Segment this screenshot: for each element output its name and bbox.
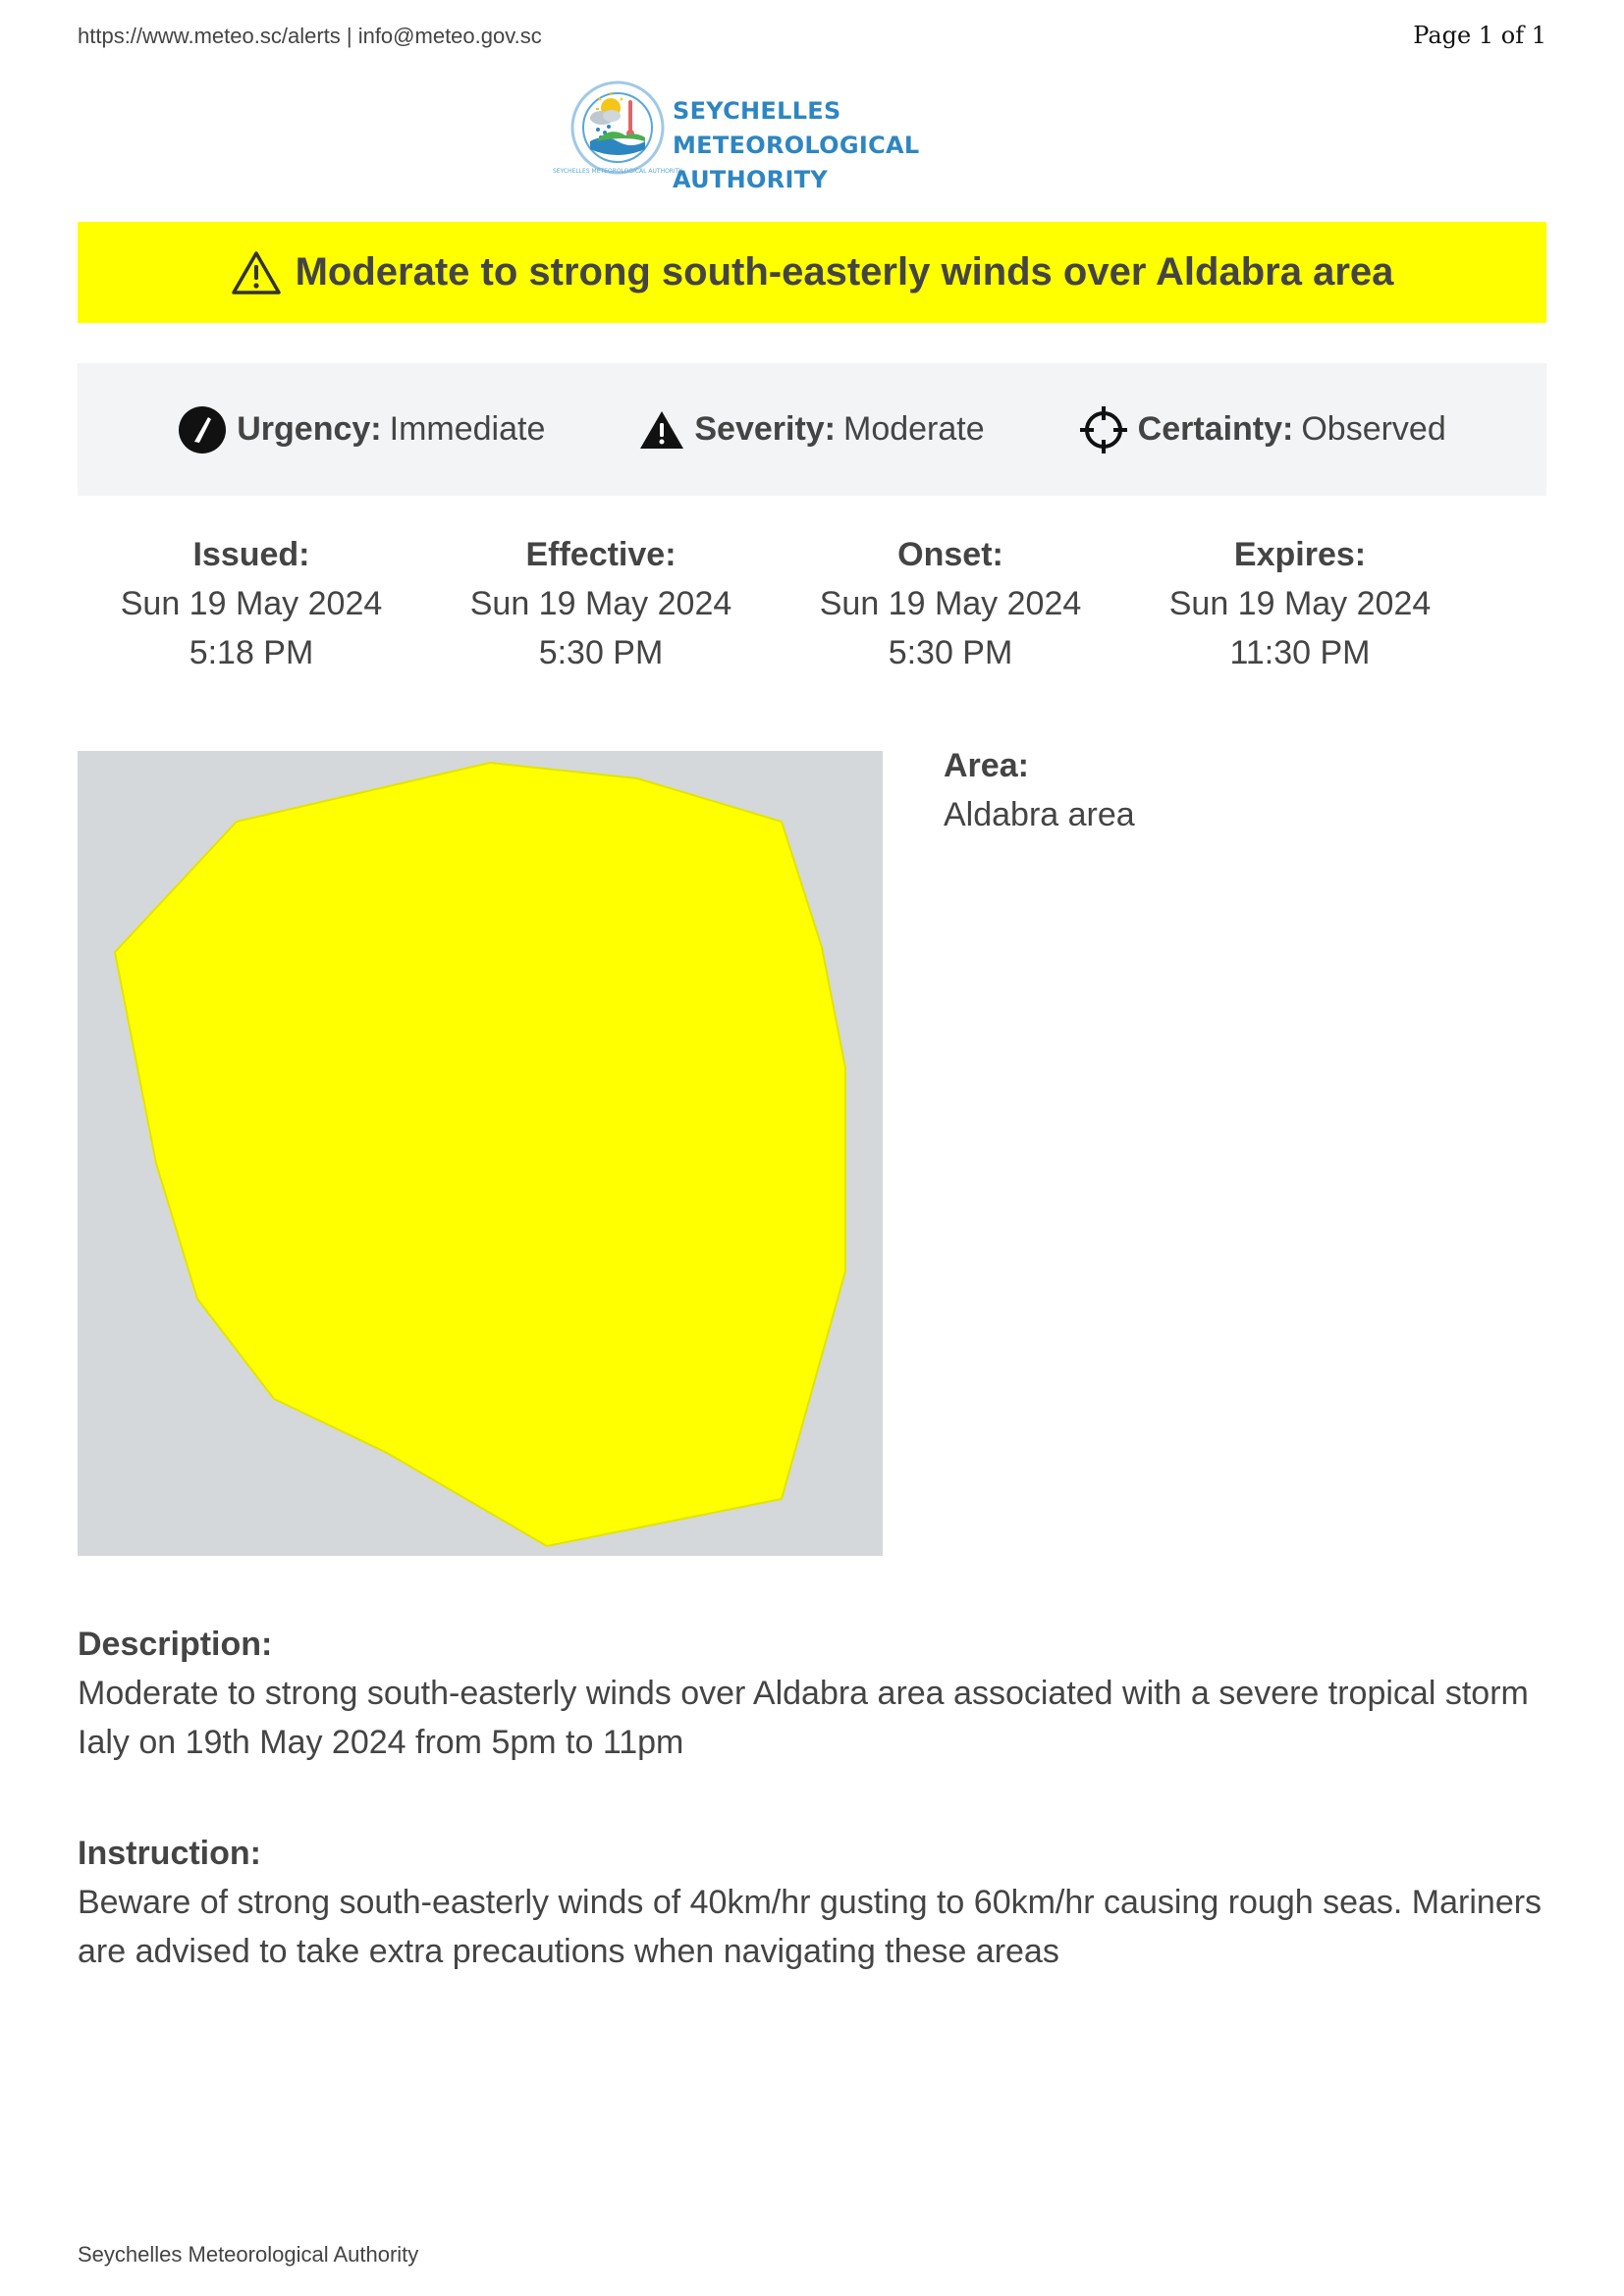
date-value: Sun 19 May 2024 (120, 585, 383, 622)
description-text: Moderate to strong south-easterly winds over Aldabra area associated with a severe tropical storm Ialy on 19th May 2024 from 5pm to 11pm (78, 1675, 1529, 1761)
urgency-label: Urgency: (237, 410, 382, 448)
date-issued (78, 530, 425, 677)
logo-line-1: SEYCHELLES METEOROLOGICAL (673, 97, 920, 159)
sma-seal-icon (552, 77, 683, 179)
time-value: 5:30 PM (538, 634, 664, 671)
date-label: Expires: (1233, 536, 1367, 573)
area-value: Aldabra area (944, 796, 1135, 833)
status-panel (78, 363, 1546, 496)
logo-text (673, 94, 1069, 197)
header-url-contact[interactable]: https://www.meteo.sc/alerts | info@meteo.gov.sc (78, 24, 542, 48)
description-block (78, 1620, 1550, 1767)
severity-item (639, 409, 984, 451)
sma-logo (552, 75, 1069, 193)
urgency-item (178, 405, 545, 454)
alert-title: Moderate to strong south-easterly winds over Aldabra area (295, 250, 1394, 294)
time-value: 11:30 PM (1229, 634, 1371, 671)
date-value: Sun 19 May 2024 (1168, 585, 1432, 622)
dates-row (78, 530, 1546, 677)
alert-area-polygon (115, 763, 845, 1546)
footer-text: Seychelles Meteorological Authority (78, 2242, 419, 2267)
speedometer-icon (178, 405, 227, 454)
warning-outline-icon (231, 250, 282, 295)
crosshair-icon (1079, 405, 1128, 454)
warning-filled-icon (639, 409, 684, 451)
date-label: Effective: (525, 536, 677, 573)
urgency-value: Immediate (389, 410, 546, 448)
severity-label: Severity: (694, 410, 836, 448)
date-label: Onset: (897, 536, 1003, 573)
area-label: Area: (944, 747, 1029, 784)
logo-line-2: AUTHORITY (673, 166, 829, 193)
area-block (944, 741, 1135, 839)
certainty-item (1079, 405, 1446, 454)
time-value: 5:30 PM (888, 634, 1013, 671)
certainty-label: Certainty: (1137, 410, 1294, 448)
date-value: Sun 19 May 2024 (819, 585, 1082, 622)
alert-banner (78, 222, 1546, 323)
instruction-block (78, 1829, 1550, 1976)
instruction-label: Instruction: (78, 1835, 261, 1872)
date-effective (427, 530, 775, 677)
certainty-value: Observed (1301, 410, 1446, 448)
date-onset (777, 530, 1124, 677)
time-value: 5:18 PM (189, 634, 314, 671)
date-value: Sun 19 May 2024 (469, 585, 732, 622)
severity-value: Moderate (843, 410, 985, 448)
date-label: Issued: (192, 536, 310, 573)
page-number: Page 1 of 1 (1413, 22, 1546, 49)
area-polygon-map (78, 751, 883, 1556)
description-label: Description: (78, 1626, 273, 1663)
date-expires (1126, 530, 1474, 677)
instruction-text: Beware of strong south-easterly winds of 40km/hr gusting to 60km/hr causing rough seas. Mariners are advised to take extra precautions when navigating these areas (78, 1884, 1543, 1970)
seal-text: SEYCHELLES METEOROLOGICAL AUTHORITY (552, 168, 683, 175)
alert-area-map[interactable] (78, 751, 883, 1556)
